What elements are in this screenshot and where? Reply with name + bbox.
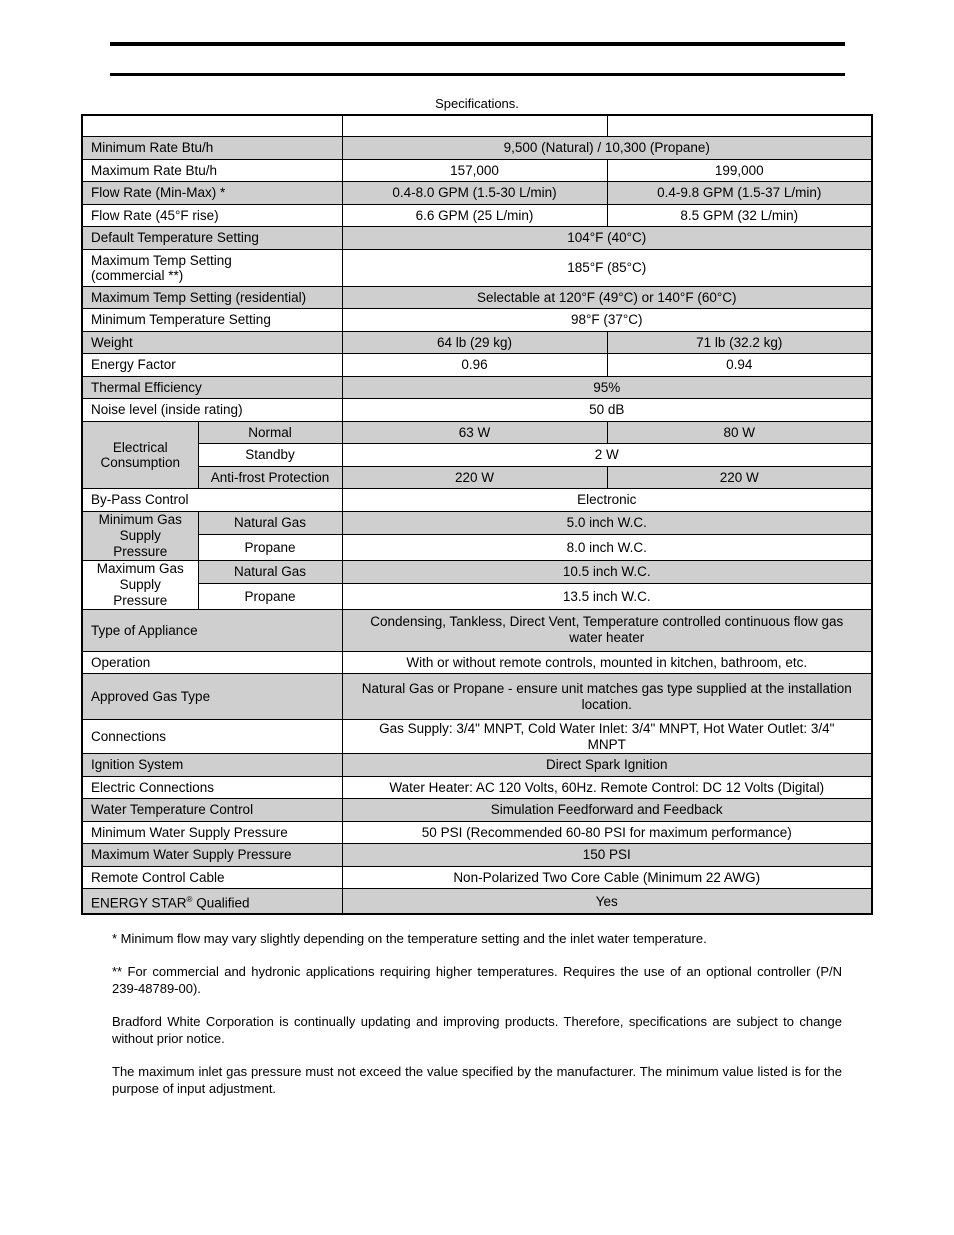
row-value [342,609,872,651]
row-value-b: 0.94 [607,354,872,377]
table-row [82,754,872,777]
table-row [82,444,872,467]
table-row [82,137,872,160]
row-value: 104°F (40°C) [342,227,872,250]
table-row [82,309,872,332]
row-label: Minimum Rate Btu/h [82,137,342,160]
row-label: Minimum Temperature Setting [82,309,342,332]
row-value-b: 80 W [607,421,872,444]
row-label: Approved Gas Type [82,674,342,720]
table-row [82,609,872,651]
row-value: Electronic [342,489,872,512]
electrical-label-line1: Electrical [112,439,168,455]
table-row [82,399,872,422]
row-value-line2: water heater [569,630,645,645]
min-gas-label-line2: Supply [119,527,161,543]
row-value: 13.5 inch W.C. [342,583,872,609]
row-value-b: 220 W [607,466,872,489]
row-value-b: 71 lb (32.2 kg) [607,331,872,354]
sub-label: Normal [198,421,342,444]
row-value: Direct Spark Ignition [342,754,872,777]
row-value: 50 PSI (Recommended 60-80 PSI for maximum performance) [342,821,872,844]
energy-star-label: ENERGY STAR [91,895,187,911]
sub-label: Natural Gas [198,511,342,534]
sub-label: Standby [198,444,342,467]
table-row [82,376,872,399]
table-row [82,182,872,205]
max-gas-group-label [82,560,198,609]
table-caption: Specifications. [435,96,519,111]
row-label: Connections [82,720,342,754]
row-label: Maximum Water Supply Pressure [82,844,342,867]
table-row [82,776,872,799]
row-value: 50 dB [342,399,872,422]
row-value-line1: Natural Gas or Propane - ensure unit matches gas type supplied at the installation [361,680,852,696]
row-label: Energy Factor [82,354,342,377]
header-cell-model-b [607,115,872,137]
table-row [82,331,872,354]
row-label: Noise level (inside rating) [82,399,342,422]
row-value-line1: Condensing, Tankless, Direct Vent, Temperature controlled continuous flow gas [370,614,844,629]
row-label: By-Pass Control [82,489,342,512]
row-value: 8.0 inch W.C. [342,534,872,560]
qualified-label: Qualified [192,895,250,911]
row-value-line2: MNPT [587,736,626,752]
table-row [82,159,872,182]
max-gas-label-line2: Supply [119,576,161,592]
row-label: Electric Connections [82,776,342,799]
registered-mark: ® [186,894,193,904]
row-value-line2: location. [581,696,632,712]
max-gas-label-line1: Maximum Gas [96,560,184,576]
footnotes [112,930,842,1113]
row-label: Minimum Water Supply Pressure [82,821,342,844]
row-label: Weight [82,331,342,354]
row-value: 150 PSI [342,844,872,867]
row-label: Operation [82,651,342,674]
row-value: Water Heater: AC 120 Volts, 60Hz. Remote Control: DC 12 Volts (Digital) [342,776,872,799]
row-label-line1: Maximum Temp Setting [91,252,232,268]
row-value: Yes [342,889,872,915]
table-row [82,821,872,844]
header-cell-model-a [342,115,607,137]
header-cell-blank [82,115,342,137]
table-row [82,466,872,489]
footnote-updates: Bradford White Corporation is continually updating and improving products. Therefore, specifications are subject to change without prior notice. [112,1014,842,1046]
min-gas-label-line3: Pressure [113,543,168,559]
row-value-a: 0.4-8.0 GPM (1.5-30 L/min) [342,182,607,205]
row-value [342,674,872,720]
row-label-line2: (commercial **) [91,267,184,283]
sub-label: Propane [198,534,342,560]
row-label: Water Temperature Control [82,799,342,822]
row-value-b: 8.5 GPM (32 L/min) [607,204,872,227]
table-row [82,354,872,377]
table-row [82,511,872,534]
row-value-b: 0.4-9.8 GPM (1.5-37 L/min) [607,182,872,205]
header-rule-top [110,42,845,46]
table-row [82,249,872,286]
table-row [82,489,872,512]
table-row [82,651,872,674]
row-value-a: 6.6 GPM (25 L/min) [342,204,607,227]
table-row [82,799,872,822]
row-value: 9,500 (Natural) / 10,300 (Propane) [342,137,872,160]
sub-label: Propane [198,583,342,609]
sub-label: Anti-frost Protection [198,466,342,489]
specifications-table [81,114,873,915]
table-row [82,720,872,754]
row-label: Default Temperature Setting [82,227,342,250]
row-value-a: 157,000 [342,159,607,182]
header-rule-bottom [110,73,845,76]
table-row [82,227,872,250]
row-value-a: 64 lb (29 kg) [342,331,607,354]
table-row [82,583,872,609]
row-value-a: 0.96 [342,354,607,377]
table-row [82,421,872,444]
row-value: 10.5 inch W.C. [342,560,872,583]
row-value: 98°F (37°C) [342,309,872,332]
row-label: Ignition System [82,754,342,777]
row-value: With or without remote controls, mounted in kitchen, bathroom, etc. [342,651,872,674]
row-label: Type of Appliance [82,609,342,651]
table-row [82,674,872,720]
electrical-group-label [82,421,198,489]
row-label: Remote Control Cable [82,866,342,889]
table-row [82,889,872,915]
min-gas-label-line1: Minimum Gas [98,511,182,527]
table-row [82,286,872,309]
footnote-commercial: ** For commercial and hydronic applications requiring higher temperatures. Requires the use of an optional controller (P/N 239-48789-00). [112,964,842,996]
footnote-flow: * Minimum flow may vary slightly depending on the temperature setting and the inlet water temperature. [112,931,707,946]
row-label [82,249,342,286]
row-value-b: 199,000 [607,159,872,182]
row-value [342,720,872,754]
electrical-label-line2: Consumption [100,454,181,470]
row-value: 185°F (85°C) [342,249,872,286]
sub-label: Natural Gas [198,560,342,583]
row-label: Flow Rate (45°F rise) [82,204,342,227]
table-row [82,560,872,583]
row-value: Selectable at 120°F (49°C) or 140°F (60°C) [342,286,872,309]
row-value: 95% [342,376,872,399]
row-label: Maximum Rate Btu/h [82,159,342,182]
table-row [82,844,872,867]
min-gas-group-label [82,511,198,560]
row-label: Thermal Efficiency [82,376,342,399]
table-row [82,204,872,227]
row-value: Simulation Feedforward and Feedback [342,799,872,822]
row-label: Flow Rate (Min-Max) * [82,182,342,205]
row-value: Non-Polarized Two Core Cable (Minimum 22 AWG) [342,866,872,889]
row-value-a: 63 W [342,421,607,444]
table-row [82,534,872,560]
row-value-a: 220 W [342,466,607,489]
footnote-gas-pressure: The maximum inlet gas pressure must not exceed the value specified by the manufacturer. The minimum value listed is for the purpose of input adjustment. [112,1064,842,1096]
table-row [82,866,872,889]
row-label [82,889,342,915]
table-header-row [82,115,872,137]
row-label: Maximum Temp Setting (residential) [82,286,342,309]
max-gas-label-line3: Pressure [113,592,168,608]
row-value-line1: Gas Supply: 3/4" MNPT, Cold Water Inlet: 3/4" MNPT, Hot Water Outlet: 3/4" [379,720,835,736]
row-value: 5.0 inch W.C. [342,511,872,534]
row-value: 2 W [342,444,872,467]
